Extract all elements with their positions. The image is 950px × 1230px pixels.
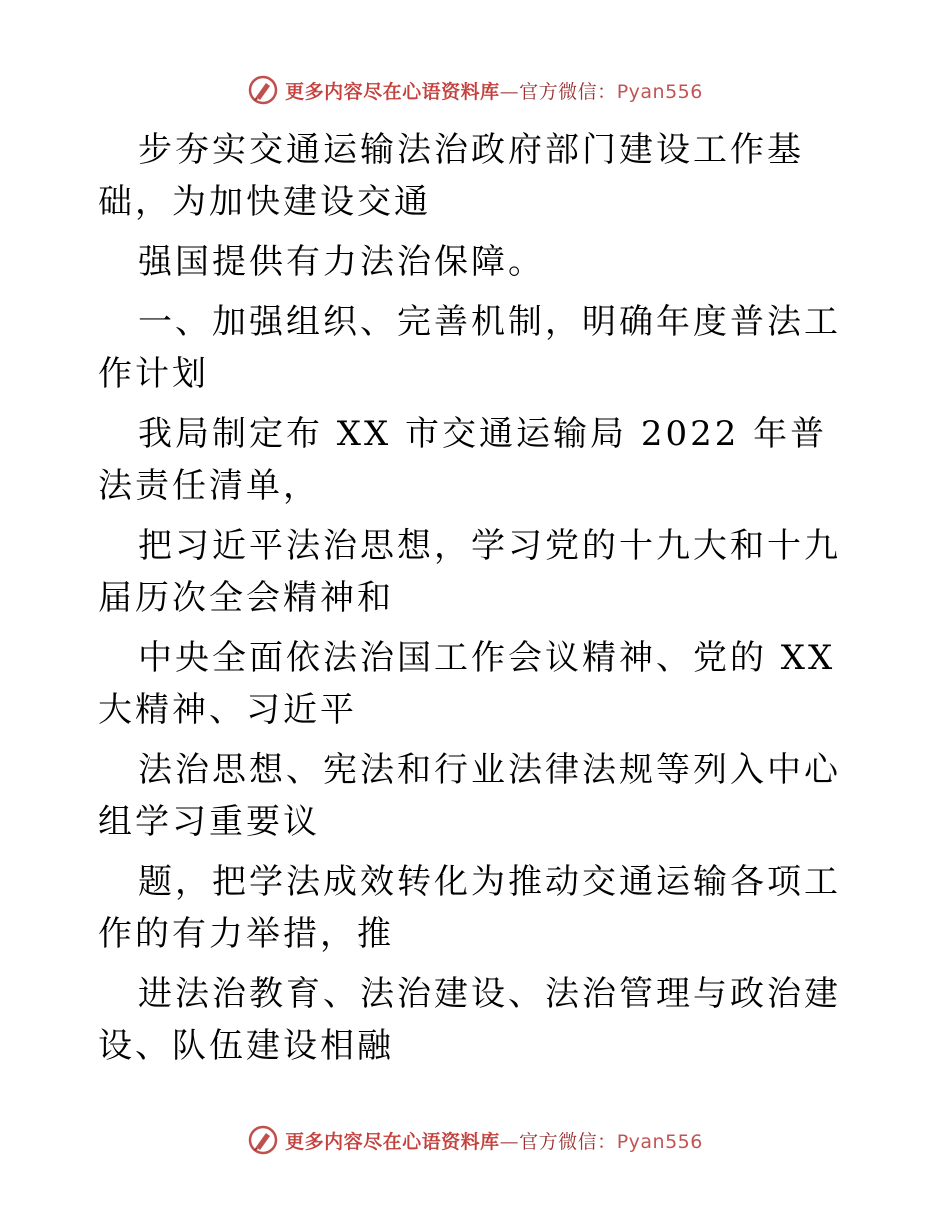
pen-nib-circle-icon [247, 1124, 279, 1156]
paragraph: 中央全面依法治国工作会议精神、党的 XX 大精神、习近平 [98, 638, 836, 730]
watermark-text [285, 77, 703, 104]
watermark-site: 更多内容尽在心语资料库 [285, 80, 500, 103]
paragraph: 进法治教育、法治建设、法治管理与政治建设、队伍建设相融 [98, 974, 841, 1066]
watermark-dash: — [499, 80, 520, 103]
section-heading: 一、加强组织、完善机制，明确年度普法工作计划 [98, 302, 841, 394]
watermark-text [285, 1127, 703, 1154]
watermark-wechat-label: 官方微信： [519, 1130, 617, 1153]
header-watermark [0, 70, 950, 110]
document-body [98, 124, 858, 1080]
paragraph: 强国提供有力法治保障。 [138, 242, 545, 282]
watermark-dash: — [499, 1130, 520, 1153]
watermark-wechat-id: Pyan556 [616, 80, 703, 103]
paragraph: 题，把学法成效转化为推动交通运输各项工作的有力举措，推 [98, 862, 841, 954]
paragraph: 法治思想、宪法和行业法律法规等列入中心组学习重要议 [98, 750, 841, 842]
footer-watermark [0, 1120, 950, 1160]
paragraph: 把习近平法治思想，学习党的十九大和十九届历次全会精神和 [98, 526, 841, 618]
paragraph: 我局制定布 XX 市交通运输局 2022 年普法责任清单， [98, 414, 828, 506]
watermark-wechat-label: 官方微信： [519, 80, 617, 103]
paragraph: 步夯实交通运输法治政府部门建设工作基础，为加快建设交通 [98, 130, 804, 222]
watermark-site: 更多内容尽在心语资料库 [285, 1130, 500, 1153]
pen-nib-circle-icon [247, 74, 279, 106]
watermark-wechat-id: Pyan556 [616, 1130, 703, 1153]
